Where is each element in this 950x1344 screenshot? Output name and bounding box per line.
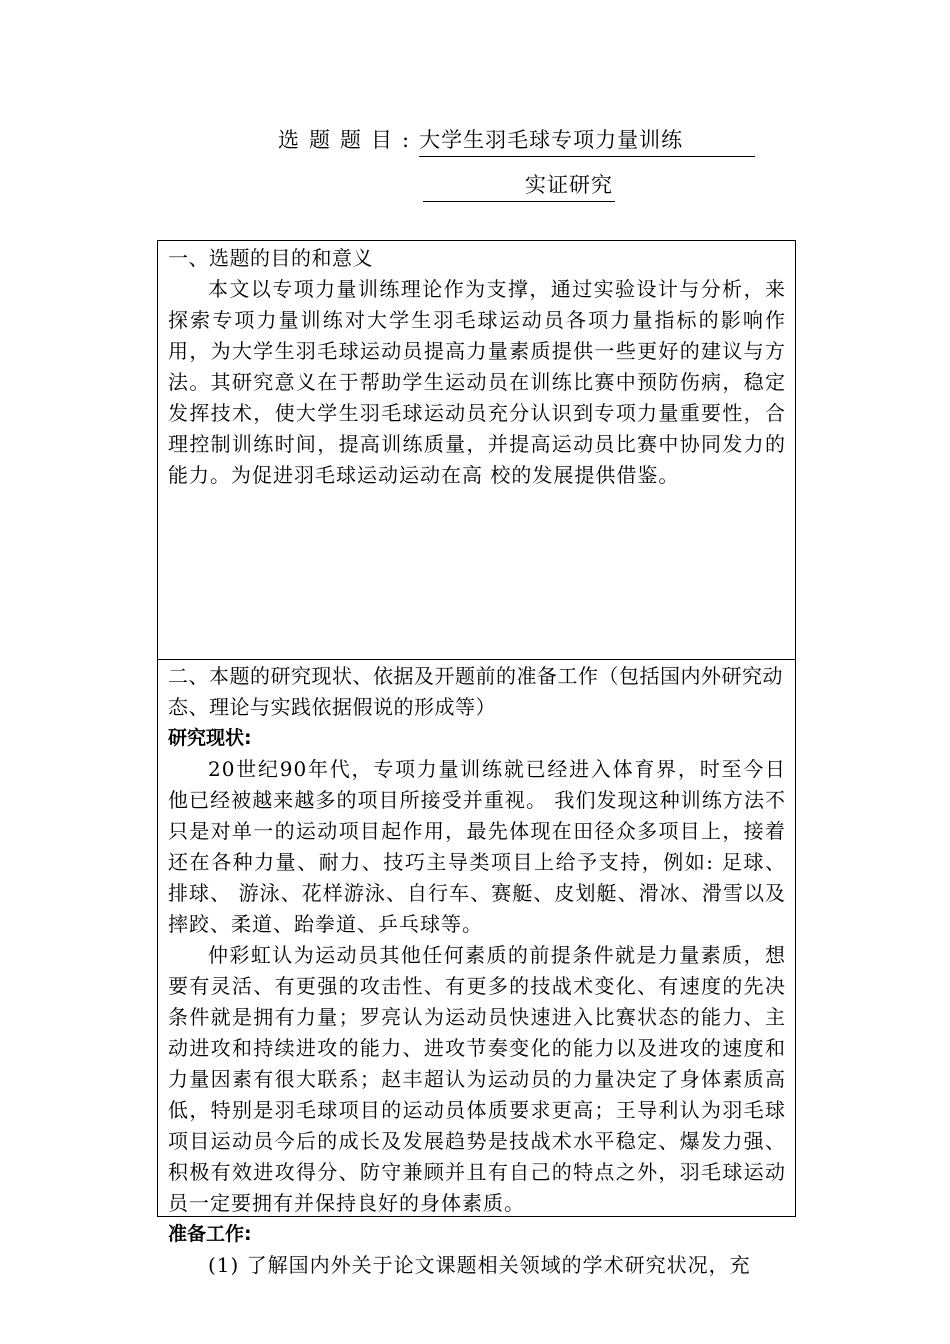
purpose-section-box	[157, 240, 796, 660]
research-status-paragraph-1: 20世纪90年代，专项力量训练就已经进入体育界，时至今日他已经被越来越多的项目所接受并重视。 我们发现这种训练方法不只是对单一的运动项目起作用，最先体现在田径众多项目上，接着还在各种力量、耐力、技巧主导类项目上给予支持，例如: 足球、排球、 游泳、花样游泳、自行车、赛艇、皮划艇、滑冰、滑雪以及摔跤、柔道、跆拳道、乒乓球等。	[168, 757, 786, 936]
title-text-part2: 实证研究	[423, 169, 615, 202]
purpose-section-heading: 一、选题的目的和意义	[168, 246, 373, 270]
title-label: 选题题目:	[278, 128, 420, 152]
research-status-paragraph-2: 仲彩虹认为运动员其他任何素质的前提条件就是力量素质，想要有灵活、有更强的攻击性、有更多的技战术变化、有速度的先决条件就是拥有力量；罗亮认为运动员快速进入比赛状态的能力、主动进攻和持续进攻的能力、进攻节奏变化的能力以及进攻的速度和力量因素有很大联系；赵丰超认为运动员的力量决定了身体素质高低，特别是羽毛球项目的运动员体质要求更高；王导利认为羽毛球项目运动员今后的成长及发展趋势是技战术水平稳定、爆发力强、积极有效进攻得分、防守兼顾并且有自己的特点之外，羽毛球运动员一定要拥有并保持良好的身体素质。	[168, 943, 786, 1215]
title-text-part1: 大学生羽毛球专项力量训练	[419, 124, 755, 157]
preparation-item-1: (1) 了解国内外关于论文课题相关领域的学术研究状况，充	[208, 1253, 751, 1277]
title-line-1	[278, 124, 755, 157]
research-status-section-box	[157, 659, 796, 1277]
title-line-2	[423, 169, 615, 202]
research-section-heading: 二、本题的研究现状、依据及开题前的准备工作（包括国内外研究动态、理论与实践依据假说的形成等）	[168, 664, 783, 719]
preparation-heading: 准备工作:	[168, 1223, 252, 1245]
research-status-heading: 研究现状:	[168, 727, 252, 749]
purpose-paragraph: 本文以专项力量训练理论作为支撑，通过实验设计与分析，来探索专项力量训练对大学生羽毛球运动员各项力量指标的影响作用，为大学生羽毛球运动员提高力量素质提供一些更好的建议与方法。其研究意义在于帮助学生运动员在训练比赛中预防伤病，稳定发挥技术，使大学生羽毛球运动员充分认识到专项力量重要性，合理控制训练时间，提高训练质量，并提高运动员比赛中协同发力的能力。为促进羽毛球运动运动在高 校的发展提供借鉴。	[168, 277, 786, 487]
